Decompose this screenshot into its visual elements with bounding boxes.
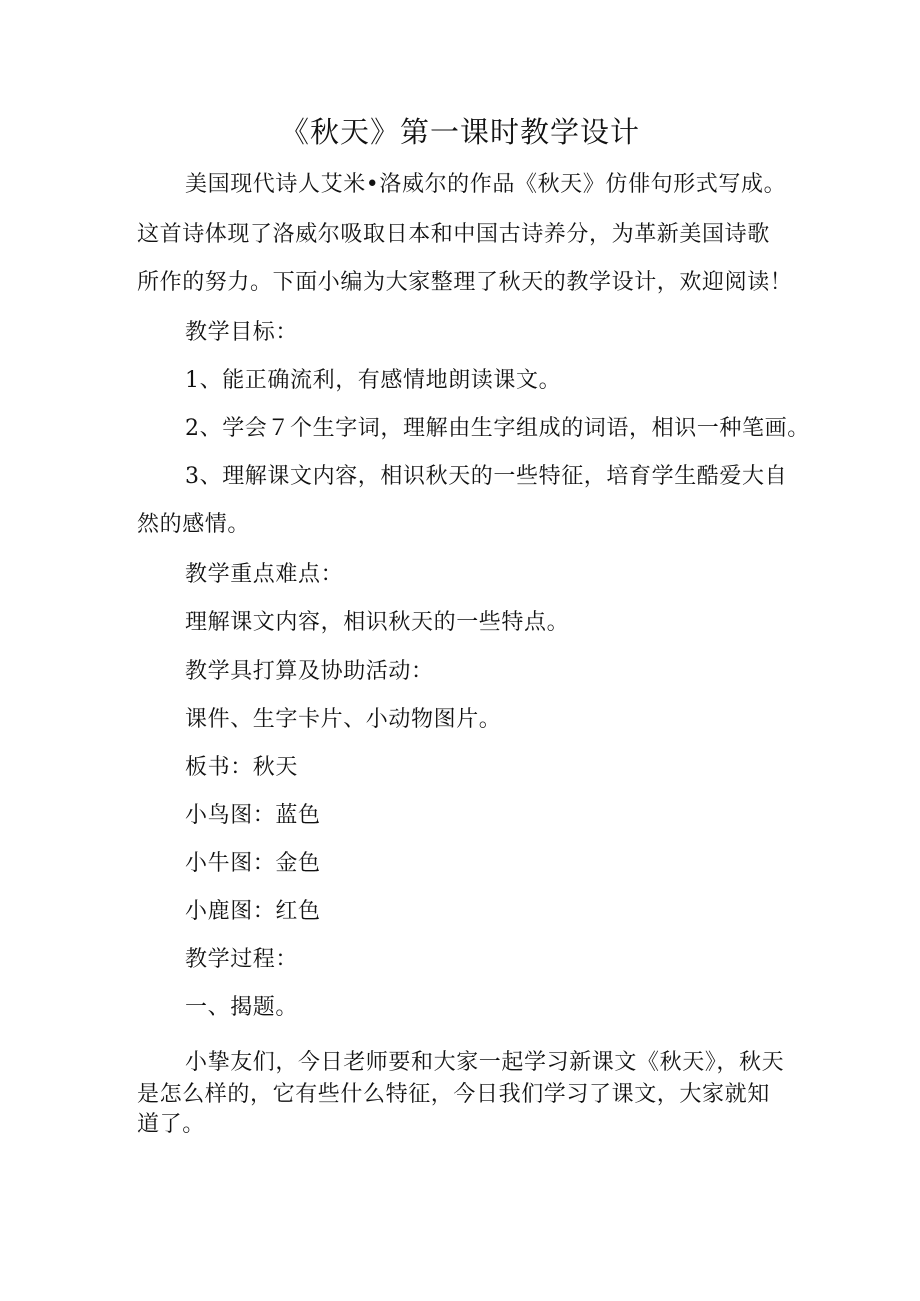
key-points-heading: 教学重点难点： (185, 562, 344, 587)
prep-items: 课件、生字卡片、小动物图片。 (185, 707, 502, 732)
deer-picture: 小鹿图：红色 (185, 899, 321, 924)
goal-1: 1、能正确流利，有感情地朗读课文。 (185, 368, 562, 393)
step-1-text-line-2: 是怎么样的，它有些什么特征，今日我们学习了课文，大家就知 (137, 1082, 770, 1107)
page-title: 《秋天》第一课时教学设计 (279, 115, 640, 149)
goal-3-line-2: 然的感情。 (137, 512, 251, 537)
step-1-text-line-3: 道了。 (137, 1112, 205, 1137)
goal-3-line-1: 3、理解课文内容，相识秋天的一些特征，培育学生酷爱大自 (185, 464, 788, 489)
goals-heading: 教学目标： (185, 320, 299, 345)
step-1-text-line-1: 小挚友们，今日老师要和大家一起学习新课文《秋天》，秋天 (185, 1050, 785, 1075)
intro-line-2: 这首诗体现了洛威尔吸取日本和中国古诗养分，为革新美国诗歌 (137, 222, 770, 247)
board-title: 板书：秋天 (185, 755, 299, 780)
intro-line-1: 美国现代诗人艾米•洛威尔的作品《秋天》仿俳句形式写成。 (185, 172, 787, 197)
key-points: 理解课文内容，相识秋天的一些特点。 (185, 610, 570, 635)
step-1-heading: 一、揭题。 (185, 995, 299, 1020)
process-heading: 教学过程： (185, 947, 299, 972)
intro-line-3: 所作的努力。下面小编为大家整理了秋天的教学设计，欢迎阅读！ (137, 270, 793, 295)
goal-2: 2、学会７个生字词，理解由生字组成的词语，相识一种笔画。 (185, 416, 810, 441)
bird-picture: 小鸟图：蓝色 (185, 803, 321, 828)
prep-heading: 教学具打算及协助活动： (185, 659, 434, 684)
cow-picture: 小牛图：金色 (185, 851, 321, 876)
